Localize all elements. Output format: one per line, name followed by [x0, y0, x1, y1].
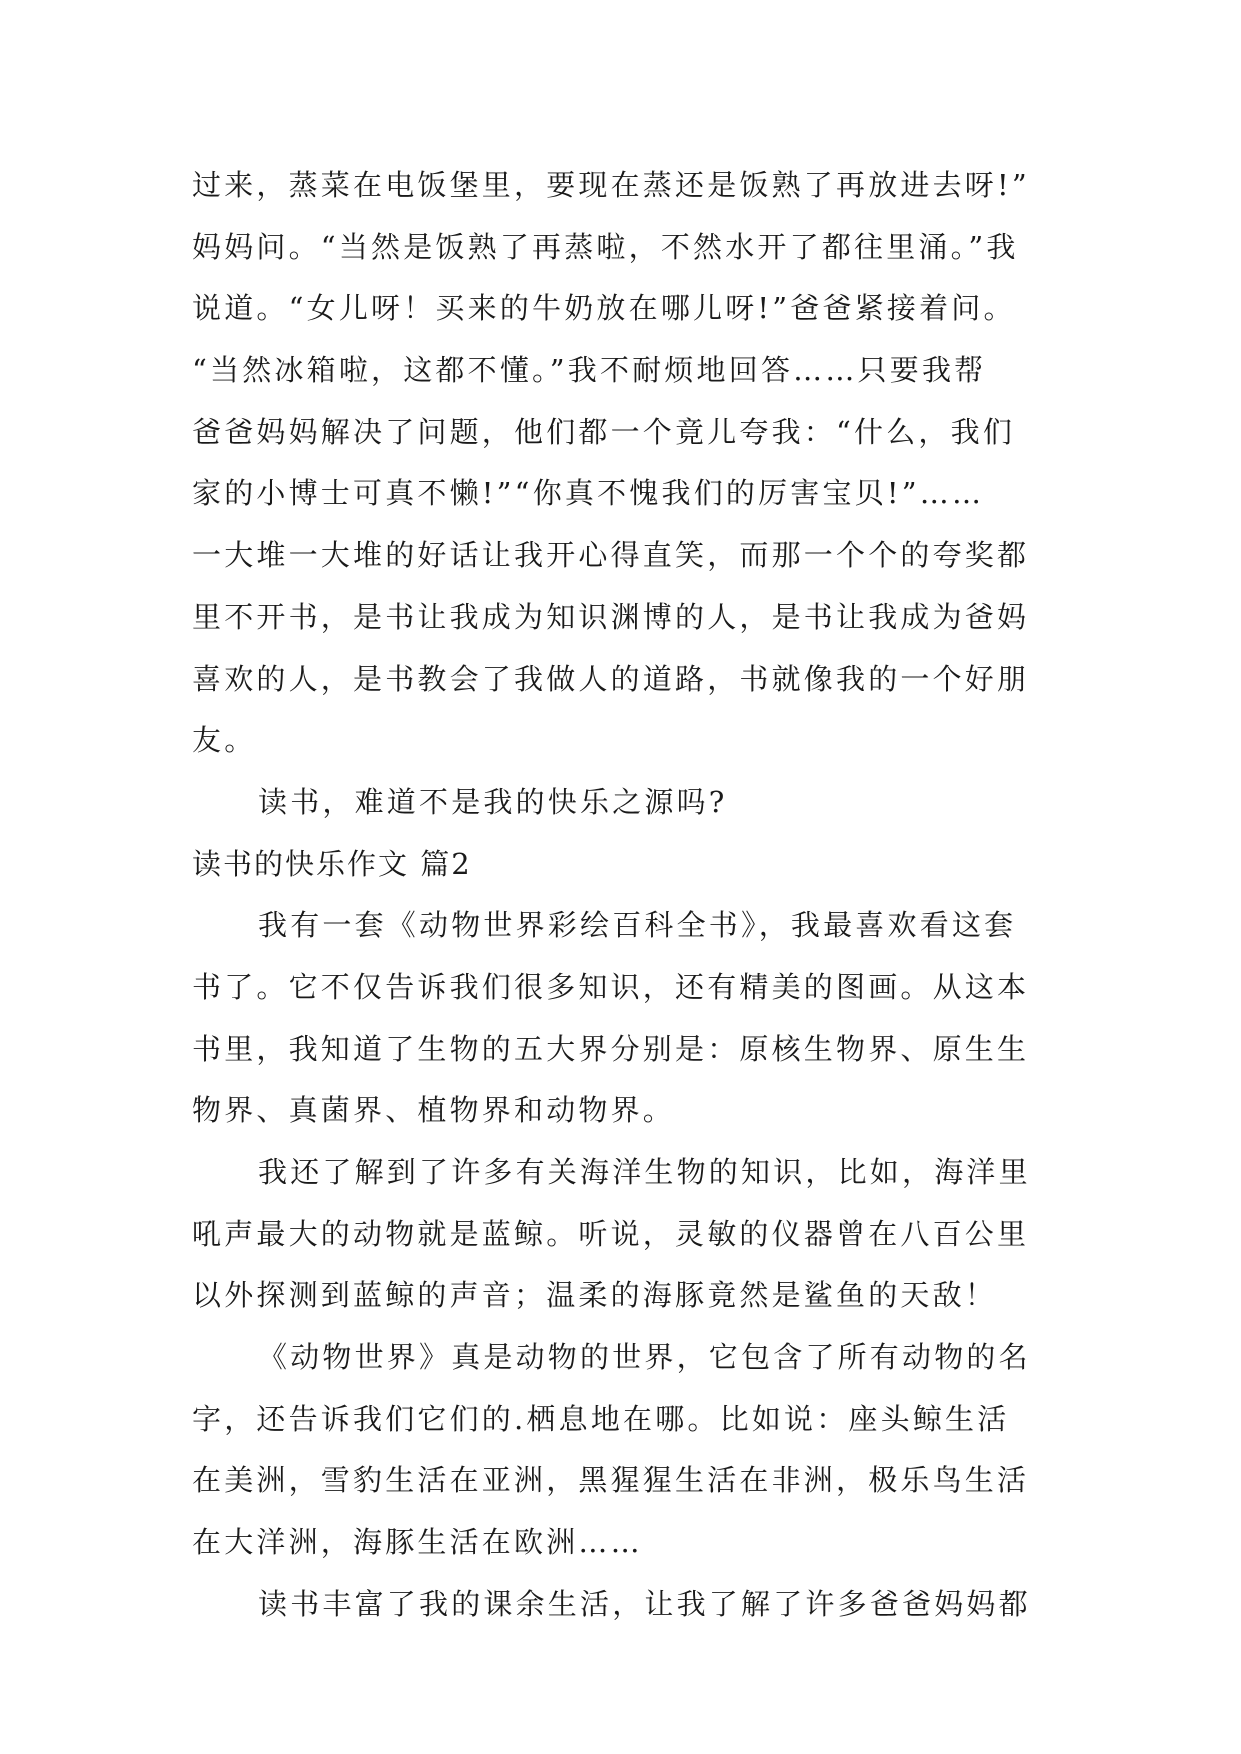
- text-line: 以外探测到蓝鲸的声音；温柔的海豚竟然是鲨鱼的天敌！: [192, 1278, 998, 1313]
- text-line: 一大堆一大堆的好话让我开心得直笑，而那一个个的夸奖都: [192, 538, 1030, 573]
- text-line: “当然冰箱啦，这都不懂。”我不耐烦地回答……只要我帮: [192, 353, 987, 388]
- text-line: 爸爸妈妈解决了问题，他们都一个竟儿夸我：“什么，我们: [192, 414, 1016, 449]
- text-line: 书了。它不仅告诉我们很多知识，还有精美的图画。从这本: [192, 969, 1030, 1004]
- text-line: 里不开书，是书让我成为知识渊博的人，是书让我成为爸妈: [192, 599, 1030, 634]
- text-line: 在大洋洲，海豚生活在欧洲……: [192, 1525, 643, 1560]
- document-body: [192, 155, 1062, 1636]
- text-line: 吼声最大的动物就是蓝鲸。听说，灵敏的仪器曾在八百公里: [192, 1216, 1030, 1251]
- text-line: 读书，难道不是我的快乐之源吗?: [258, 784, 728, 819]
- text-line: 家的小博士可真不懒!”“你真不愧我们的厉害宝贝!”……: [192, 476, 985, 511]
- text-line: 物界、真菌界、植物界和动物界。: [192, 1093, 676, 1128]
- text-line: 我有一套《动物世界彩绘百科全书》，我最喜欢看这套: [258, 908, 1017, 943]
- text-line: 妈妈问。“当然是饭熟了再蒸啦，不然水开了都往里涌。”我: [192, 229, 1019, 264]
- text-line: 说道。“女儿呀！买来的牛奶放在哪儿呀!”爸爸紧接着问。: [192, 291, 1016, 326]
- text-line: 字，还告诉我们它们的.栖息地在哪。比如说：座头鲸生活: [192, 1401, 1010, 1436]
- text-line: 过来，蒸菜在电饭堡里，要现在蒸还是饭熟了再放进去呀!”: [192, 168, 1030, 202]
- text-line: 友。: [192, 723, 257, 758]
- text-line: 书里，我知道了生物的五大界分别是：原核生物界、原生生: [192, 1031, 1030, 1066]
- text-line: 我还了解到了许多有关海洋生物的知识，比如，海洋里: [258, 1155, 1031, 1189]
- text-line: 读书丰富了我的课余生活，让我了解了许多爸爸妈妈都: [258, 1586, 1031, 1621]
- section-heading: 读书的快乐作文 篇2: [192, 846, 472, 881]
- text-line: 《动物世界》真是动物的世界，它包含了所有动物的名: [258, 1340, 1031, 1375]
- text-line: 喜欢的人，是书教会了我做人的道路，书就像我的一个好朋: [192, 661, 1030, 696]
- text-line: 在美洲，雪豹生活在亚洲，黑猩猩生活在非洲，极乐鸟生活: [192, 1463, 1030, 1498]
